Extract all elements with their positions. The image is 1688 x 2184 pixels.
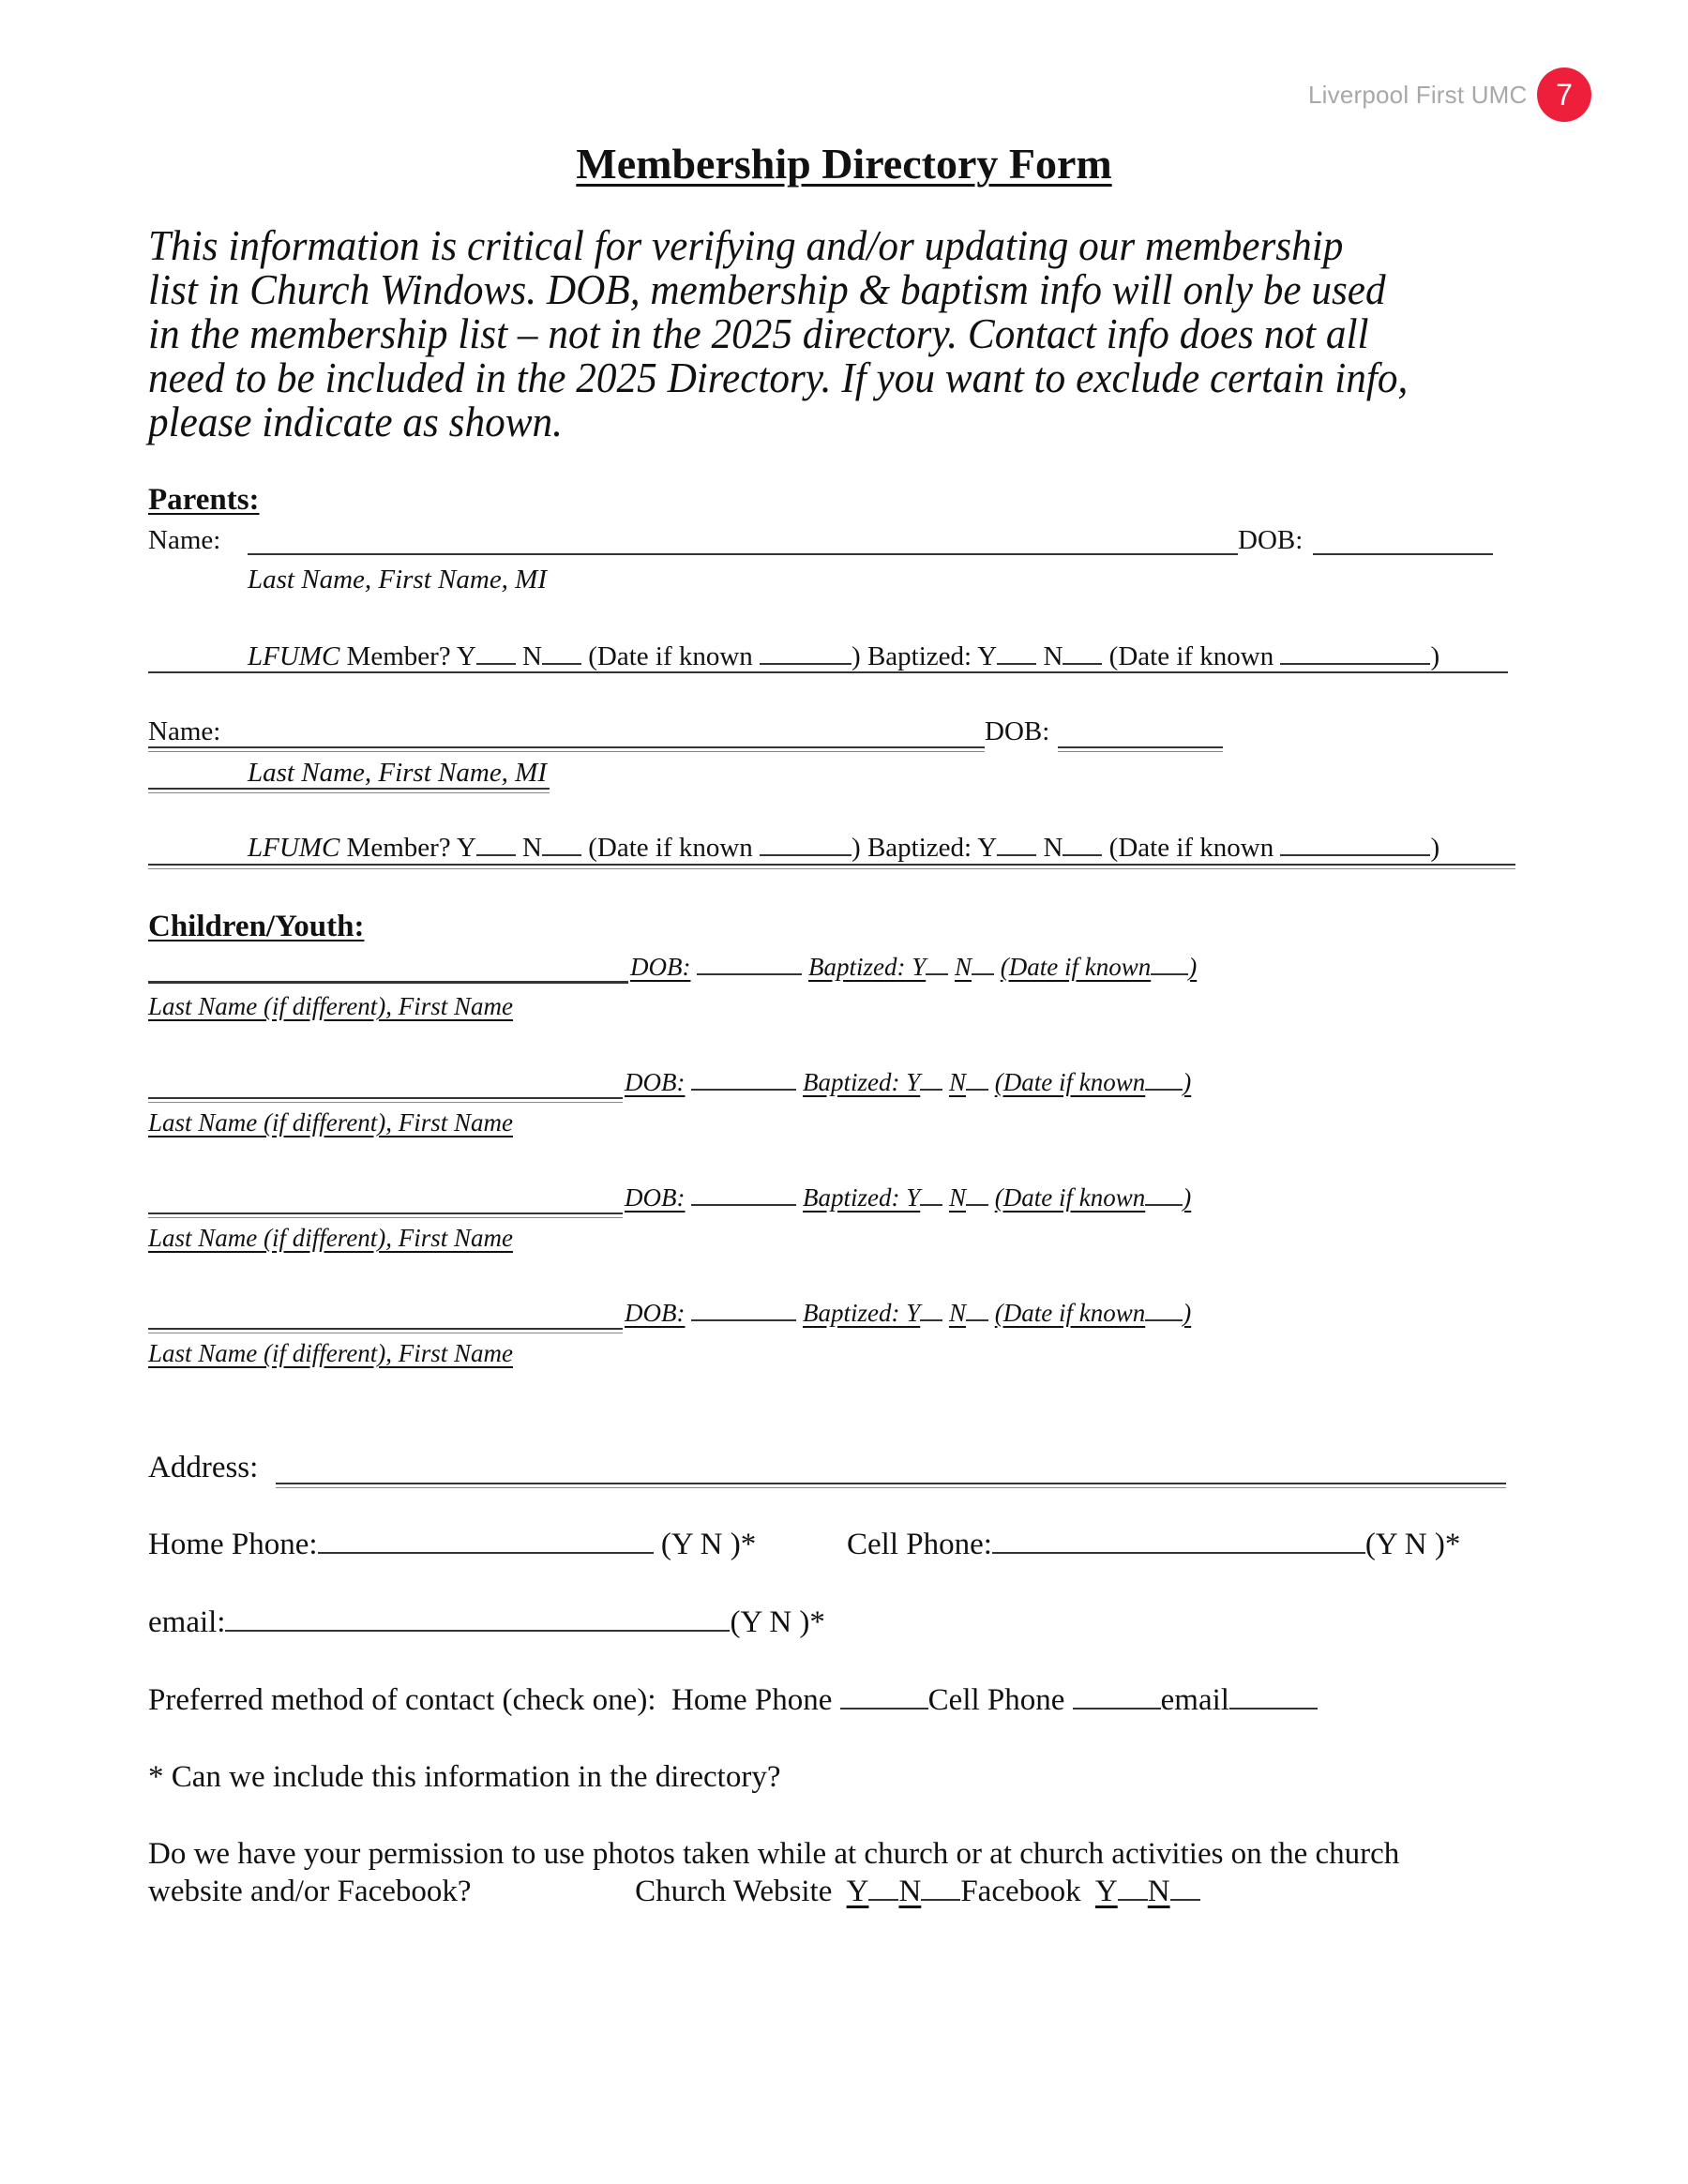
name-label: Name:	[148, 716, 221, 746]
facebook-label: Facebook	[960, 1875, 1081, 1908]
dob-field[interactable]	[691, 1203, 796, 1206]
child-row	[625, 1183, 1191, 1212]
baptized-yes-field[interactable]	[920, 1088, 942, 1091]
email-field[interactable]	[225, 1629, 730, 1632]
close-paren: )	[1430, 641, 1440, 671]
parents-heading: Parents:	[148, 483, 260, 517]
address-label: Address:	[148, 1451, 259, 1484]
child-name-hint: Last Name (if different), First Name	[148, 1224, 513, 1252]
child-name-field[interactable]	[148, 1097, 623, 1103]
baptized-yes-field[interactable]	[926, 972, 948, 975]
date-label: (Date if known	[994, 1299, 1146, 1327]
facebook-no[interactable]: N	[1147, 1875, 1170, 1908]
baptized-label: Baptized: Y	[802, 1299, 921, 1327]
dob-label: DOB:	[625, 1299, 686, 1327]
home-phone-include-yn[interactable]: (Y N )*	[660, 1528, 757, 1561]
member-no-field[interactable]	[542, 853, 581, 856]
child-row	[625, 1299, 1191, 1328]
close-paren: )	[1183, 1183, 1192, 1212]
close-paren: )	[1183, 1068, 1192, 1096]
baptized-no-field[interactable]	[966, 1088, 988, 1091]
date-field[interactable]	[1145, 1203, 1183, 1206]
cell-phone-field[interactable]	[992, 1551, 1365, 1554]
baptized-date-field[interactable]	[1280, 662, 1430, 665]
baptized-yes-field[interactable]	[997, 853, 1036, 856]
child-name-hint: Last Name (if different), First Name	[148, 992, 513, 1020]
name-field[interactable]	[148, 746, 985, 752]
intro-line: in the membership list – not in the 2025 directory. Contact info does not all	[148, 309, 1369, 357]
member-no-field[interactable]	[542, 662, 581, 665]
baptized-yes-field[interactable]	[920, 1318, 942, 1321]
church-website-label: Church Website	[635, 1875, 833, 1908]
close-paren: )	[852, 833, 861, 863]
email-include-yn[interactable]: (Y N )*	[730, 1605, 825, 1639]
baptized-no-field[interactable]	[966, 1203, 988, 1206]
date-field[interactable]	[1145, 1318, 1183, 1321]
email-row	[148, 1605, 825, 1640]
org-abbrev: LFUMC	[248, 833, 340, 863]
intro-line: need to be included in the 2025 Directory. If you want to exclude certain info,	[148, 354, 1409, 401]
church-website-no[interactable]: N	[898, 1875, 922, 1908]
child-name-hint: Last Name (if different), First Name	[148, 1339, 513, 1367]
member-row	[248, 641, 1439, 672]
member-date-label: (Date if known	[588, 641, 753, 671]
email-label: email:	[148, 1605, 226, 1639]
intro-line: This information is critical for verifying and/or updating our membership	[148, 221, 1344, 269]
baptized-no-label: N	[1043, 833, 1063, 863]
member-label: Member? Y	[346, 641, 476, 671]
church-website-yes-field[interactable]	[868, 1898, 898, 1901]
dob-field[interactable]	[1313, 553, 1493, 555]
baptized-yes-field[interactable]	[920, 1203, 942, 1206]
preferred-email-check[interactable]	[1229, 1707, 1318, 1710]
member-date-field[interactable]	[760, 662, 852, 665]
child-row	[630, 953, 1197, 982]
child-name-hint: Last Name (if different), First Name	[148, 1108, 513, 1137]
member-label: Member? Y	[346, 833, 476, 863]
date-label: (Date if known	[994, 1183, 1146, 1212]
preferred-cell-phone-check[interactable]	[1073, 1707, 1161, 1710]
member-row-underline	[148, 864, 1515, 869]
date-label: (Date if known	[994, 1068, 1146, 1096]
intro-paragraph	[148, 223, 1470, 444]
member-no-label: N	[522, 833, 542, 863]
baptized-no-field[interactable]	[1063, 853, 1102, 856]
baptized-date-field[interactable]	[1280, 853, 1430, 856]
cell-phone-include-yn[interactable]: (Y N )*	[1364, 1528, 1461, 1561]
baptized-no-label: N	[954, 953, 972, 981]
preferred-contact-row	[148, 1683, 1318, 1718]
child-row	[625, 1068, 1191, 1097]
member-yes-field[interactable]	[476, 853, 516, 856]
dob-label: DOB:	[625, 1068, 686, 1096]
home-phone-label: Home Phone:	[148, 1528, 318, 1561]
member-date-field[interactable]	[760, 853, 852, 856]
close-paren: )	[1183, 1299, 1192, 1327]
facebook-yes-field[interactable]	[1118, 1898, 1148, 1901]
baptized-date-label: (Date if known	[1108, 833, 1274, 863]
baptized-label: Baptized: Y	[802, 1068, 921, 1096]
close-paren: )	[852, 641, 861, 671]
baptized-yes-field[interactable]	[997, 662, 1036, 665]
church-website-yes[interactable]: Y	[846, 1875, 869, 1908]
name-hint: Last Name, First Name, MI	[248, 758, 547, 788]
baptized-label: Baptized: Y	[867, 833, 998, 863]
preferred-home-phone-check[interactable]	[840, 1707, 928, 1710]
date-field[interactable]	[1145, 1088, 1183, 1091]
intro-line: list in Church Windows. DOB, membership & baptism info will only be used	[148, 265, 1386, 313]
baptized-label: Baptized: Y	[867, 641, 998, 671]
baptized-no-label: N	[1043, 641, 1063, 671]
home-phone-row	[148, 1528, 756, 1562]
member-row	[248, 833, 1439, 864]
child-name-field[interactable]	[148, 981, 628, 984]
baptized-date-label: (Date if known	[1108, 641, 1274, 671]
close-paren: )	[1188, 953, 1198, 981]
dob-field[interactable]	[691, 1318, 796, 1321]
children-heading: Children/Youth:	[148, 910, 365, 943]
home-phone-field[interactable]	[318, 1551, 654, 1554]
baptized-no-label: N	[948, 1183, 966, 1212]
intro-line: please indicate as shown.	[148, 398, 563, 445]
close-paren: )	[1430, 833, 1440, 863]
directory-footnote: * Can we include this information in the directory?	[148, 1760, 781, 1794]
preferred-option-email: email	[1160, 1683, 1229, 1717]
dob-field[interactable]	[1058, 746, 1223, 752]
baptized-no-field[interactable]	[972, 972, 994, 975]
church-website-no-field[interactable]	[921, 1898, 960, 1901]
page-title: Membership Directory Form	[576, 140, 1112, 188]
baptized-no-label: N	[948, 1299, 966, 1327]
date-field[interactable]	[1151, 972, 1188, 975]
cell-phone-row	[847, 1528, 1460, 1562]
member-date-label: (Date if known	[588, 833, 753, 863]
member-yes-field[interactable]	[476, 662, 516, 665]
org-name: Liverpool First UMC	[1308, 81, 1528, 109]
dob-label: DOB:	[1238, 525, 1304, 555]
photo-permission-question-line2: website and/or Facebook?	[148, 1875, 472, 1908]
dob-field[interactable]	[697, 972, 802, 975]
baptized-no-label: N	[948, 1068, 966, 1096]
org-abbrev: LFUMC	[248, 641, 340, 671]
child-name-field[interactable]	[148, 1328, 623, 1333]
photo-permission-question-line1: Do we have your permission to use photos taken while at church or at church activities on the church	[148, 1837, 1400, 1871]
baptized-no-field[interactable]	[966, 1318, 988, 1321]
dob-field[interactable]	[691, 1088, 796, 1091]
name-label: Name:	[148, 525, 221, 555]
cell-phone-label: Cell Phone:	[847, 1528, 992, 1561]
facebook-yes[interactable]: Y	[1094, 1875, 1118, 1908]
child-name-field[interactable]	[148, 1212, 623, 1218]
name-field[interactable]	[248, 553, 1238, 555]
preferred-option-home-phone: Home Phone	[671, 1683, 833, 1717]
member-no-label: N	[522, 641, 542, 671]
baptized-no-field[interactable]	[1063, 662, 1102, 665]
date-label: (Date if known	[1000, 953, 1152, 981]
name-hint: Last Name, First Name, MI	[248, 565, 547, 595]
photo-permission-row	[148, 1875, 1200, 1909]
preferred-contact-label: Preferred method of contact (check one):	[148, 1683, 656, 1717]
address-field[interactable]	[276, 1483, 1506, 1488]
dob-label: DOB:	[625, 1183, 686, 1212]
baptized-label: Baptized: Y	[807, 953, 927, 981]
page-number-badge: 7	[1537, 68, 1591, 122]
baptized-label: Baptized: Y	[802, 1183, 921, 1212]
dob-label: DOB:	[630, 953, 691, 981]
facebook-no-field[interactable]	[1170, 1898, 1200, 1901]
preferred-option-cell-phone: Cell Phone	[927, 1683, 1065, 1717]
dob-label: DOB:	[985, 716, 1050, 746]
